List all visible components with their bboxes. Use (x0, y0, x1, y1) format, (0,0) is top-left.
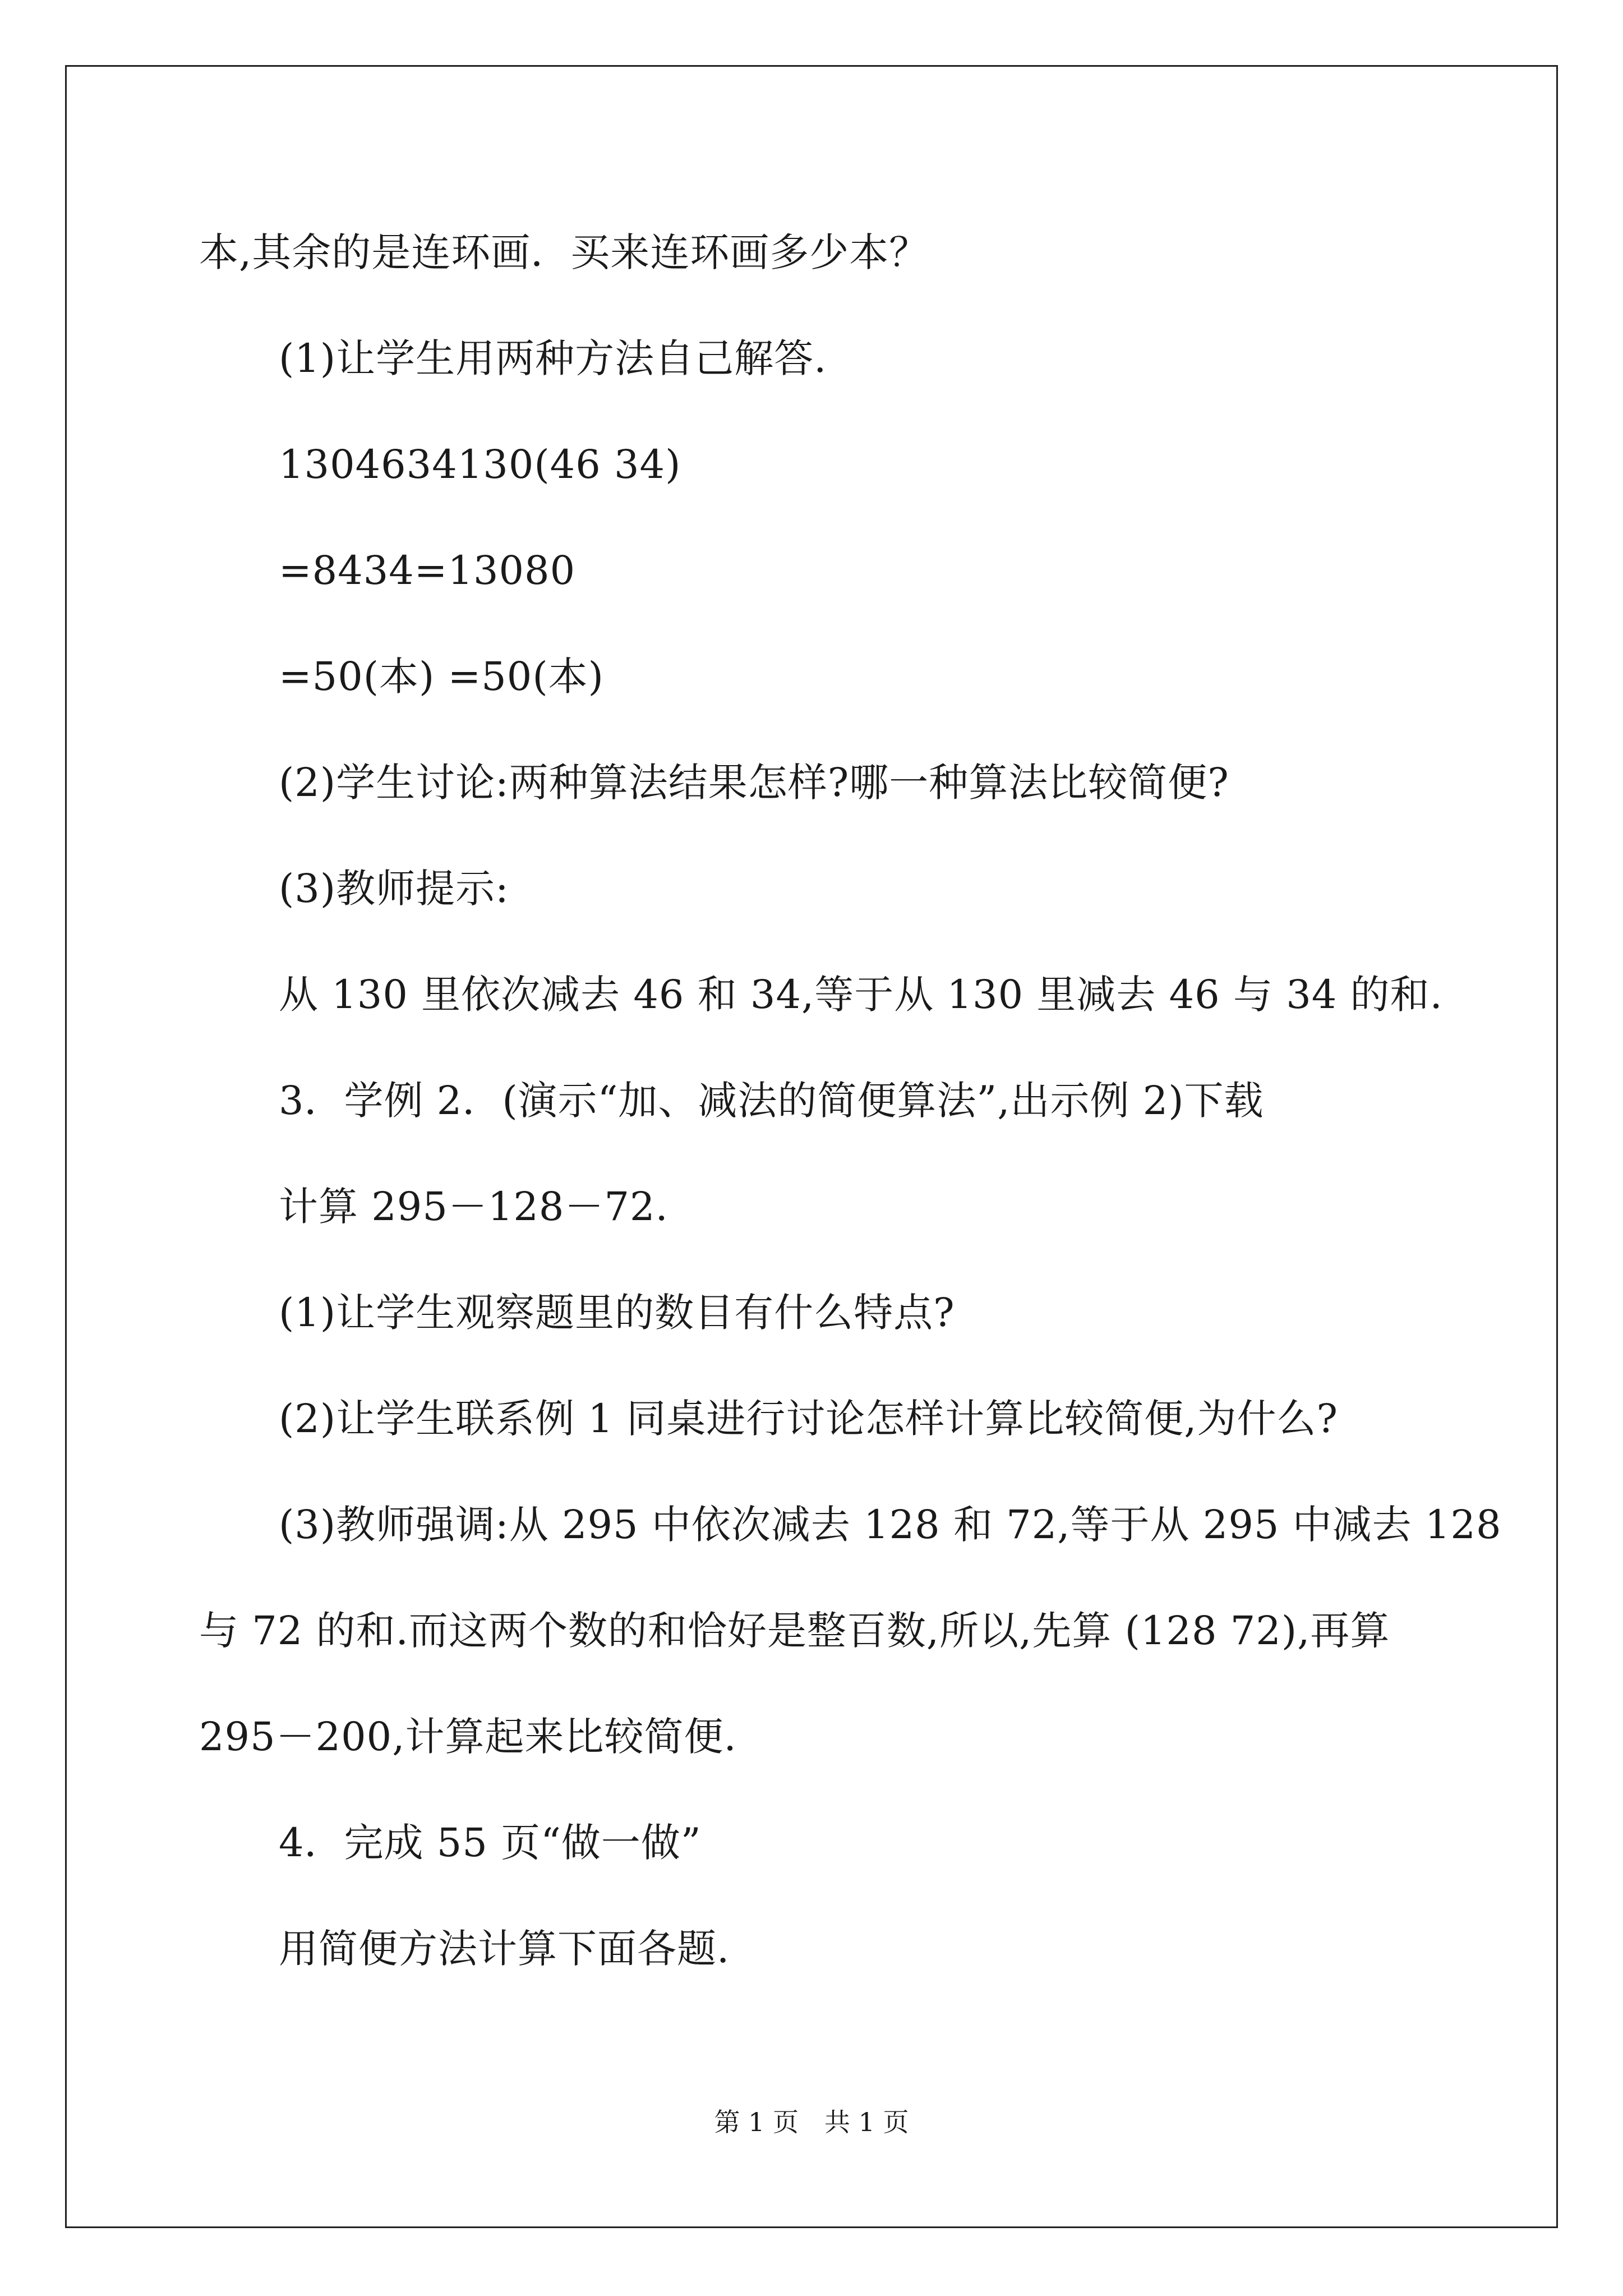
text-line: 3．学例 2．(演示“加、减法的简便算法”,出示例 2)下载 (279, 1078, 1264, 1124)
text-line: 从 130 里依次减去 46 和 34,等于从 130 里减去 46 与 34 的和. (279, 972, 1443, 1018)
text-line: (2)让学生联系例 1 同桌进行讨论怎样计算比较简便,为什么? (279, 1396, 1338, 1442)
page-border (65, 65, 1558, 2228)
text-line: 本,其余的是连环画．买来连环画多少本？ (199, 229, 929, 275)
text-line: =50(本) =50(本) (279, 654, 604, 700)
text-line: 用简便方法计算下面各题. (279, 1926, 730, 1972)
text-line: =8434=13080 (279, 547, 576, 593)
text-line: (1)让学生观察题里的数目有什么特点? (279, 1290, 955, 1336)
text-line: 与 72 的和.而这两个数的和恰好是整百数,所以,先算 (128 72),再算 (199, 1608, 1390, 1654)
text-line: 1304634130(46 34) (279, 441, 681, 487)
page-footer: 第 1 页 共 1 页 (714, 2107, 909, 2137)
text-line: (2)学生讨论:两种算法结果怎样?哪一种算法比较简便? (279, 760, 1229, 806)
text-line: (3)教师提示: (279, 866, 509, 912)
text-line: 295－200,计算起来比较简便. (199, 1714, 737, 1760)
text-line: (3)教师强调:从 295 中依次减去 128 和 72,等于从 295 中减去 128 (279, 1502, 1502, 1548)
text-line: (1)让学生用两种方法自己解答. (279, 335, 827, 381)
text-line: 计算 295－128－72. (279, 1184, 668, 1230)
text-line: 4．完成 55 页“做一做” (279, 1820, 702, 1866)
